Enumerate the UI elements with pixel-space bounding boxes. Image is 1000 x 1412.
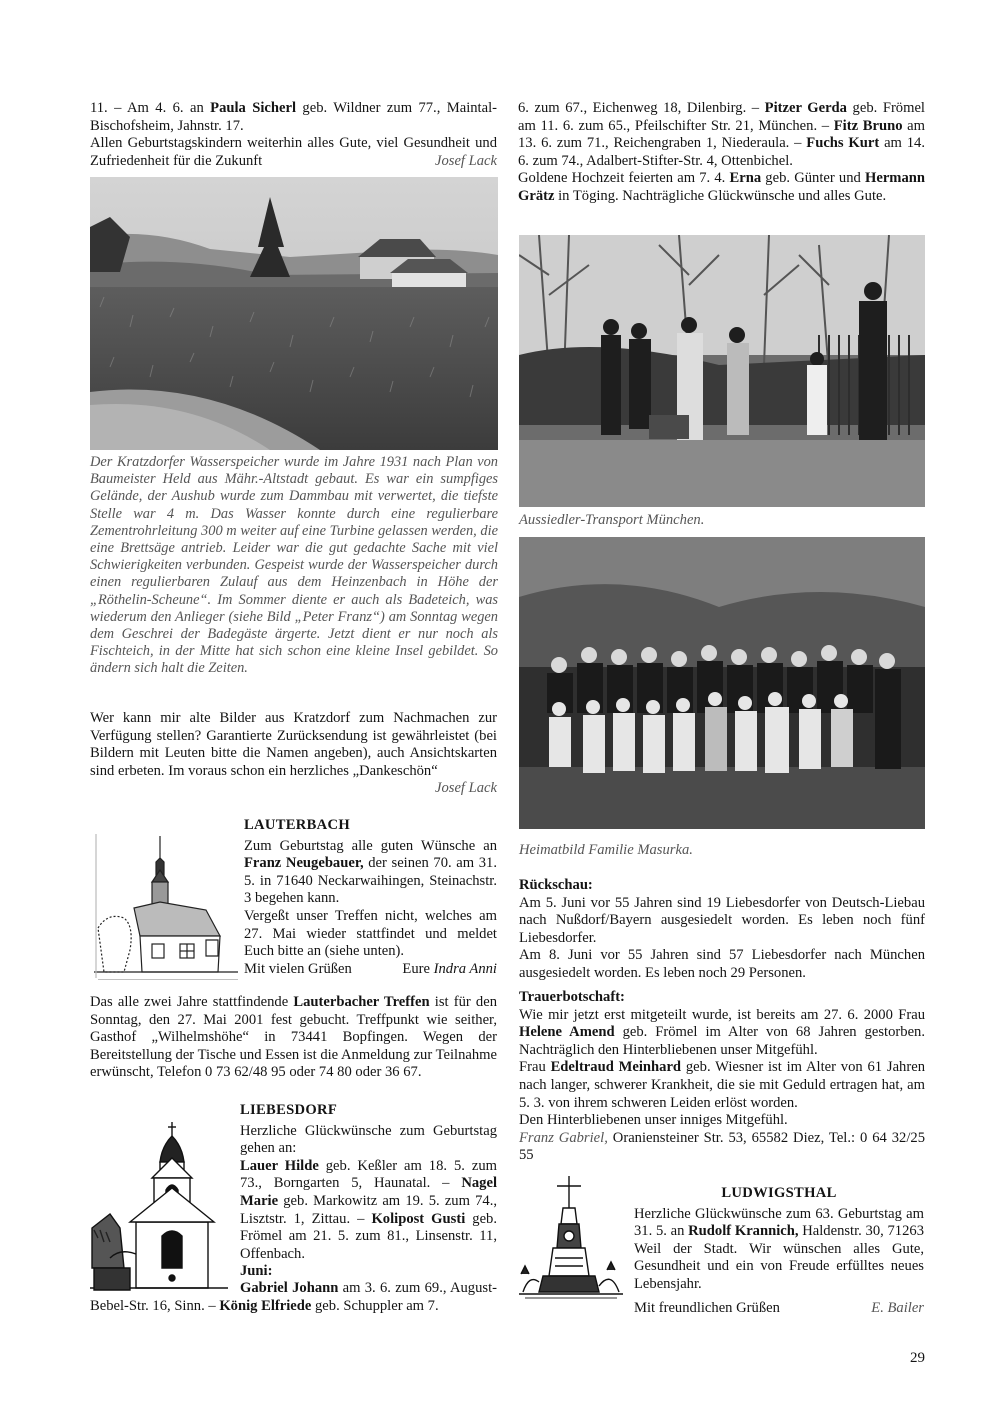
- trauer-helene-amend: Wie mir jetzt erst mitgeteilt wurde, ist bereits am 27. 6. 2000 Frau Helene Amend geb. Frömel im Alter von 68 Jahren gestorben. Nachträglich den Hinterbliebenen unser Mitgefühl.: [519, 1006, 925, 1058]
- lauterbach-treffen: Das alle zwei Jahre stattfindende Lauterbacher Treffen ist für den Sonntag, den 27. Mai 2001 fest gebucht. Treffpunkt wie seither, Gasthof „Wilhelmshöhe“ in 73441 Bopfingen. Wegen der Bereitstellung der Tische und Essen ist die Anmeldung zur Teilnahme erwünscht, Telefon 0 73 62/48 95 oder 74 80 oder 36 67.: [90, 994, 497, 1081]
- trauer-section: [519, 989, 925, 1165]
- caption-familie-masurka: Heimatbild Familie Masurka.: [519, 842, 693, 858]
- liebesdorf-section: [240, 1102, 497, 1281]
- author-franz-gabriel: Franz Gabriel, Oraniensteiner Str. 53, 65582 Diez, Tel.: 0 64 32/25 55: [519, 1129, 925, 1164]
- family-group-image: [519, 537, 925, 829]
- crucifix-illustration-ludwigsthal: [519, 1174, 623, 1302]
- heading-liebesdorf: LIEBESDORF: [240, 1102, 338, 1118]
- church-illustration-liebesdorf: [90, 1118, 228, 1294]
- chapel-drawing: [94, 832, 238, 980]
- meeting-reminder: Vergeßt unser Treffen nicht, welches am 27. Mai wieder stattfindet und meldet Euch bitte an (siehe unten).: [244, 907, 497, 960]
- landscape-image: [90, 177, 498, 450]
- birthdays-june-continued: 6. zum 67., Eichenweg 18, Dilenbirg. – Pitzer Gerda geb. Frömel am 11. 6. zum 65., Pfeilschifter Str. 21, München. – Fitz Bruno am 13. 6. zum 71., Reichengraben 1, Niederaula. – Fuchs Kurt am 14. 6. zum 74., Adalbert-Stifter-Str. 4, Ottenbichel.: [518, 100, 926, 169]
- heading-lauterbach: LAUTERBACH: [244, 817, 350, 833]
- golden-wedding: Goldene Hochzeit feierten am 7. 4. Erna geb. Günter und Hermann Grätz in Töging. Nachträgliche Glückwünsche und alles Gute.: [518, 170, 925, 204]
- caption-kratzdorf-water-reservoir: Der Kratzdorfer Wasserspeicher wurde im Jahre 1931 nach Plan von Baumeister Held aus Mähr.-Altstadt gebaut. Es war ein sumpfiges Gelände, der Aushub wurde zum Dammbau mit verwertet, die tiefste Stelle war 4 m. Das Wasser konnte durch eine regulierbare Zementrohrleitung 300 m weiter auf eine Turbine gelassen werden, die eine Brettsäge antrieb. Leider war die gut gedachte Sache mit viel Schwierigkeiten verbunden. Gespeist wurde der Wasserspeicher durch einen regulierbaren Zulauf aus dem Heinzenbach in Höhe der „Röthelin-Scheune“. Im Sommer diente er auch als Badeteich, was wiederum den Anlieger (siehe Bild „Peter Franz“) am Sonntag wegen dem Geschrei der Badegäste ärgerte. Jetzt dient er nur noch als Fischteich, in der Mitte hat sich schon eine kleine Insel gebildet. So ändern sich halt die Zeiten.: [90, 454, 498, 677]
- left-intro: [90, 100, 497, 170]
- ludwigsthal-section: [634, 1185, 924, 1317]
- signature-josef-lack: Josef Lack: [434, 152, 497, 169]
- trauer-edeltraud-meinhard: Frau Edeltraud Meinhard geb. Wiesner ist im Alter von 61 Jahren nach langer, schwerer Krankheit, die sie mit Geduld ertragen hat, am 5. 3. von ihrem schweren Leiden erlöst worden.: [519, 1059, 925, 1111]
- birthday-rudolf-krannich: Herzliche Glückwünsche zum 63. Geburtstag am 31. 5. an Rudolf Krannich, Haldenstr. 30, 71263 Weil der Stadt. Wir wünschen alles Gute, Gesundheit und ein von Freude erfülltes neues Lebensjahr.: [634, 1205, 924, 1292]
- transport-image: [519, 235, 925, 507]
- heading-trauerbotschaft: Trauerbotschaft:: [519, 989, 625, 1005]
- photo-aussiedler-transport: [519, 235, 925, 507]
- rueckschau-nussdorf: Am 5. Juni vor 55 Jahren sind 19 Liebesdorfer von Deutsch-Liebau nach Nußdorf/Bayern ausgesiedelt worden. Es leben noch fünf Liebesdorfer.: [519, 894, 925, 946]
- signature-e-bailer: E. Bailer: [871, 1299, 924, 1316]
- lauterbach-closing: Mit vielen Grüßen Eure Indra Anni: [244, 960, 497, 977]
- church-drawing: [90, 1118, 228, 1294]
- liebesdorf-intro: Herzliche Glückwünsche zum Geburtstag gehen an:: [240, 1122, 497, 1157]
- birthday-paula-sicherl: 11. – Am 4. 6. an Paula Sicherl geb. Wildner zum 77., Maintal-Bischofsheim, Jahnstr. 17.: [90, 100, 497, 134]
- rueckschau-section: [519, 877, 925, 983]
- heading-ludwigsthal: LUDWIGSTHAL: [721, 1185, 837, 1201]
- trauer-sympathy: Den Hinterbliebenen unser inniges Mitgefühl.: [519, 1112, 788, 1129]
- right-intro: [518, 100, 925, 206]
- birthday-franz-neugebauer: Zum Geburtstag alle guten Wünsche an Franz Neugebauer, der seinen 70. am 31. 5. in 71640 Neckarwaihingen, Steinachstr. 3 begehen kann.: [244, 837, 497, 907]
- photo-familie-masurka: [519, 537, 925, 829]
- photo-kratzdorf-landscape: [90, 177, 498, 450]
- request-old-photos: Wer kann mir alte Bilder aus Kratzdorf zum Nachmachen zur Verfügung stellen? Garantierte Zurücksendung ist gewährleistet (bei Bildern mit Leuten bitte die Namen angeben), auch Ansichtskarten sind erbeten. Im voraus schon ein herzliches „Dankeschön“ Josef Lack: [90, 710, 497, 797]
- caption-aussiedler-transport: Aussiedler-Transport München.: [519, 512, 705, 528]
- lauterbach-section: [244, 817, 497, 978]
- wishes-paragraph: Allen Geburtstagskindern weiterhin alles Gute, viel Gesundheit und Zufriedenheit für die Zukunft Josef Lack: [90, 135, 497, 169]
- heading-juni: Juni:: [240, 1263, 273, 1280]
- crucifix-drawing: [519, 1174, 623, 1302]
- rueckschau-muenchen: Am 8. Juni vor 55 Jahren sind 57 Liebesdorfer nach München ausgesiedelt worden. Es leben noch 29 Personen.: [519, 947, 925, 981]
- signature-josef-lack-2: Josef Lack: [434, 780, 497, 797]
- heading-rueckschau: Rückschau:: [519, 877, 593, 893]
- liebesdorf-birthdays-june: Gabriel Johann am 3. 6. zum 69., August-Bebel-Str. 16, Sinn. – König Elfriede geb. Schuppler am 7.: [90, 1280, 497, 1314]
- page-number: 29: [910, 1350, 925, 1366]
- ludwigsthal-closing: Mit freundlichen Grüßen E. Bailer: [634, 1299, 924, 1316]
- liebesdorf-birthdays-may: Lauer Hilde geb. Keßler am 18. 5. zum 73., Borngarten 5, Haunatal. – Nagel Marie geb. Markowitz am 19. 5. zum 74., Lisztstr. 1, Zittau. – Kolipost Gusti geb. Frömel am 21. 5. zum 81., Linsenstr. 11, Offenbach.: [240, 1157, 497, 1262]
- signature-indra-anni: Eure Indra Anni: [402, 960, 497, 977]
- chapel-illustration-lauterbach: [94, 832, 238, 980]
